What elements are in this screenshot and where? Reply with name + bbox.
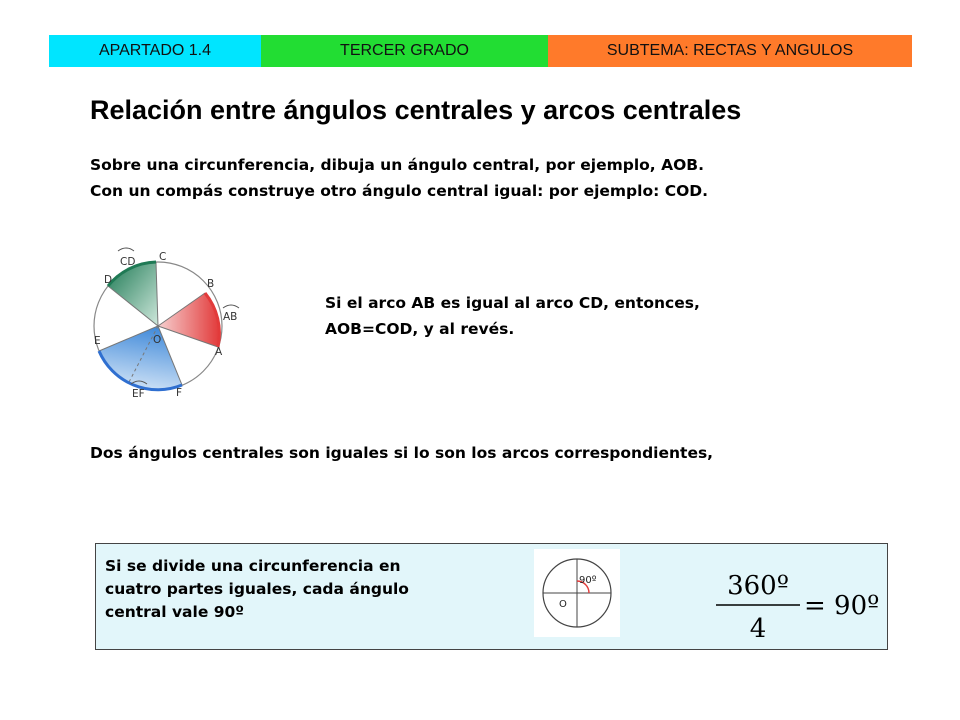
intro-line-2: Con un compás construye otro ángulo central igual: por ejemplo: COD. bbox=[90, 182, 709, 200]
label-o: O bbox=[153, 334, 162, 346]
tab-grado: TERCER GRADO bbox=[261, 35, 548, 67]
quarter-circle-figure bbox=[534, 549, 620, 637]
intro-text bbox=[90, 152, 708, 204]
tab-apartado: APARTADO 1.4 bbox=[49, 35, 261, 67]
label-e: E bbox=[94, 335, 101, 347]
formula-numerator: 360º bbox=[727, 571, 789, 601]
label-f: F bbox=[176, 387, 183, 399]
central-angles-diagram bbox=[82, 238, 262, 408]
label-d: D bbox=[104, 274, 113, 286]
intro-line-1: Sobre una circunferencia, dibuja un ángulo central, por ejemplo, AOB. bbox=[90, 156, 704, 174]
label-arc-ef: EF bbox=[132, 388, 145, 400]
relation-text bbox=[325, 290, 700, 342]
label-arc-ab: AB bbox=[223, 311, 238, 323]
formula-denominator: 4 bbox=[749, 614, 767, 644]
relation-line-1: Si el arco AB es igual al arco CD, entonces, bbox=[325, 294, 700, 312]
box-line-2: cuatro partes iguales, cada ángulo bbox=[105, 580, 409, 598]
box-line-1: Si se divide una circunferencia en bbox=[105, 557, 401, 575]
box-line-3: central vale 90º bbox=[105, 603, 245, 621]
relation-line-2: AOB=COD, y al revés. bbox=[325, 320, 515, 338]
formula bbox=[708, 558, 880, 644]
conclusion-text: Dos ángulos centrales son iguales si lo son los arcos correspondientes, bbox=[90, 444, 714, 462]
label-b: B bbox=[207, 278, 215, 290]
formula-result: = 90º bbox=[804, 591, 880, 621]
info-box bbox=[95, 543, 888, 650]
page-title: Relación entre ángulos centrales y arcos centrales bbox=[90, 95, 742, 125]
info-box-text bbox=[105, 555, 409, 624]
label-c: C bbox=[159, 251, 167, 263]
tab-subtema: SUBTEMA: RECTAS Y ANGULOS bbox=[548, 35, 912, 67]
center-label: O bbox=[559, 599, 567, 610]
label-a: A bbox=[215, 346, 223, 358]
angle-label: 90º bbox=[579, 575, 597, 586]
label-arc-cd: CD bbox=[120, 256, 136, 268]
